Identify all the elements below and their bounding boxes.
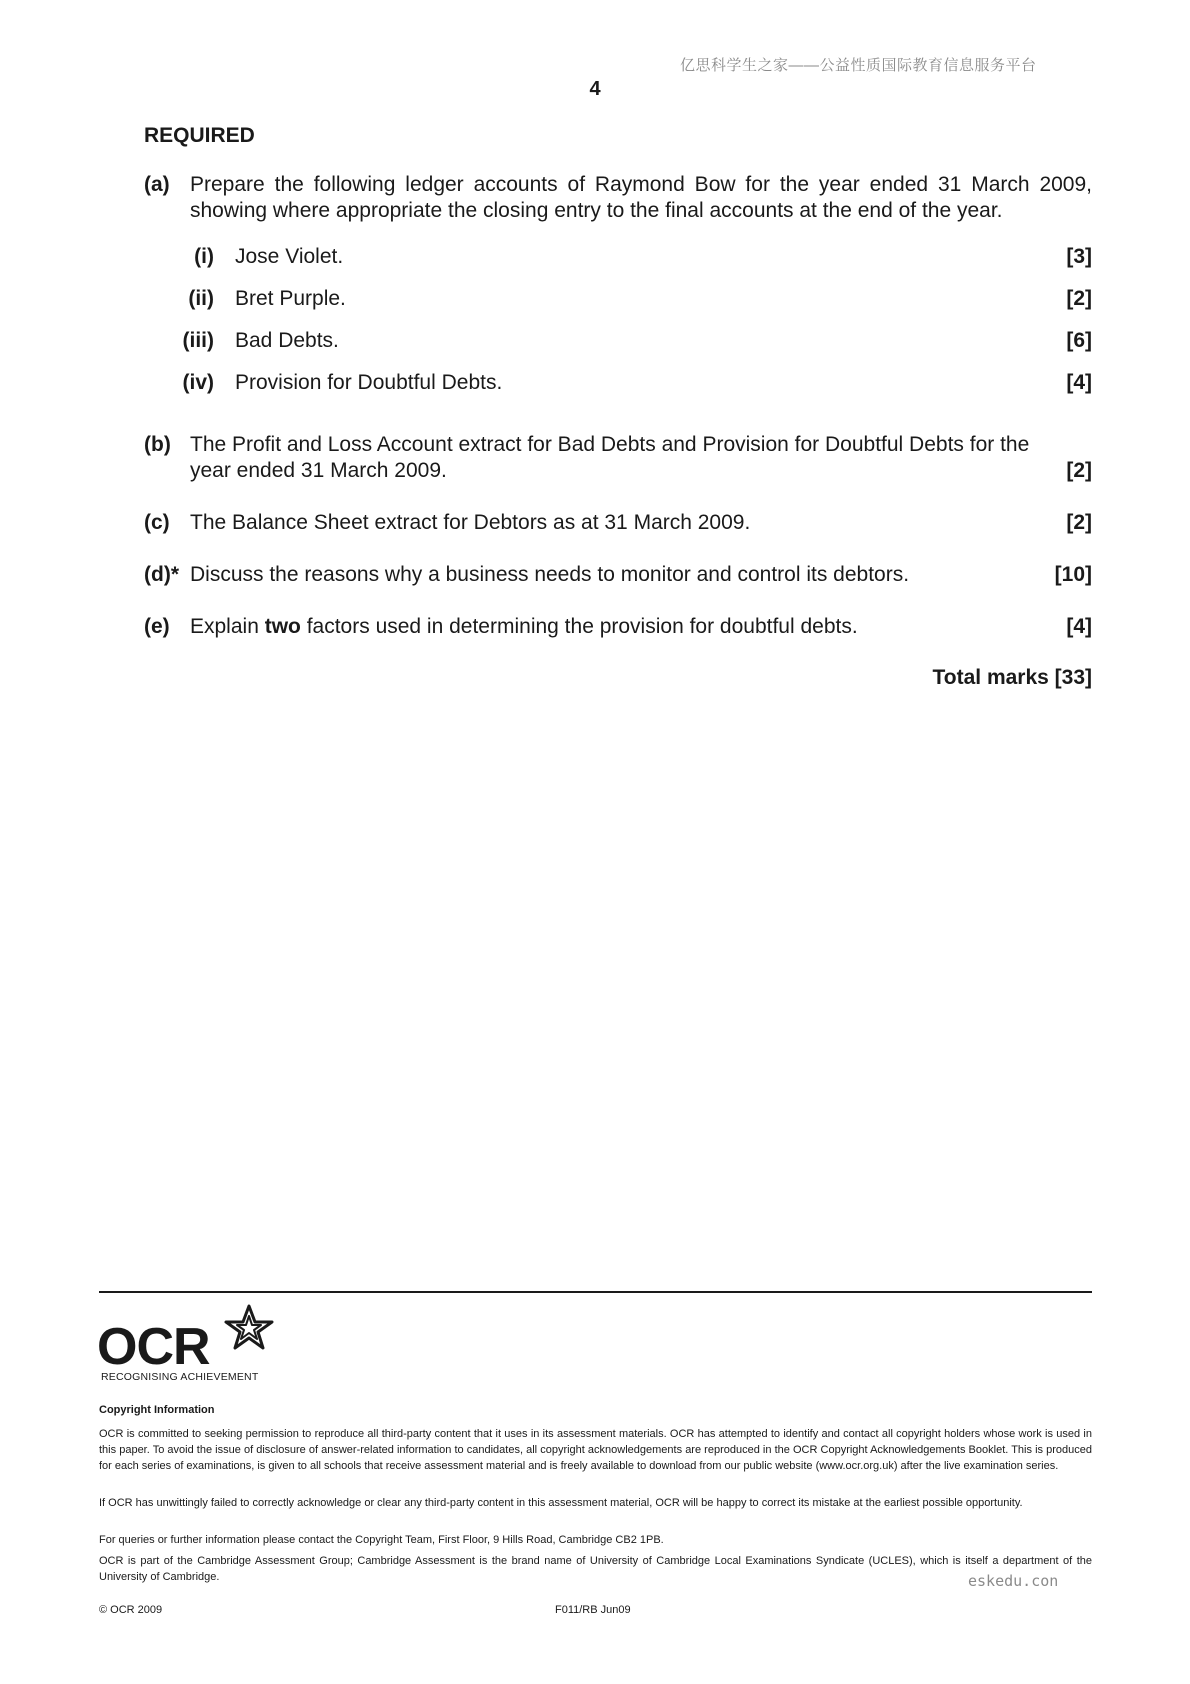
part-marks: [3]: [1066, 245, 1092, 268]
logo-wordmark: OCR: [97, 1318, 210, 1376]
total-marks: Total marks [33]: [932, 666, 1092, 689]
question-text: Prepare the following ledger accounts of Raymond Bow for the year ended 31 March 2009, showing where appropriate the closing entry to the final accounts at the end of the year.: [190, 173, 1092, 222]
watermark-top: 亿思科学生之家——公益性质国际教育信息服务平台: [680, 57, 1037, 74]
part-label: (i): [194, 245, 214, 268]
watermark-bottom: eskedu.con: [968, 1572, 1059, 1590]
question-label: (e): [144, 615, 170, 638]
question-label: (a): [144, 173, 170, 196]
part-text: Jose Violet.: [235, 245, 344, 268]
part-text: Provision for Doubtful Debts.: [235, 371, 503, 394]
question-label: (c): [144, 511, 170, 534]
question-text: [190, 614, 1092, 640]
part-label: (iii): [182, 329, 214, 352]
question-label: (d)*: [144, 563, 179, 586]
copyright-heading: Copyright Information: [99, 1404, 215, 1416]
text-after: factors used in determining the provision for doubtful debts.: [300, 615, 858, 638]
part-marks: [6]: [1066, 329, 1092, 352]
part-marks: [2]: [1066, 287, 1092, 310]
question-text: Discuss the reasons why a business needs to monitor and control its debtors.: [190, 563, 910, 586]
copyright-paragraph-4: OCR is part of the Cambridge Assessment Group; Cambridge Assessment is the brand name of University of Cambridge Local Examinations Syndicate (UCLES), which is itself a department of the University of Cambridge.: [99, 1555, 1092, 1583]
question-marks: [2]: [1066, 459, 1092, 482]
copyright-paragraph-3: For queries or further information please contact the Copyright Team, First Floor, 9 Hills Road, Cambridge CB2 1PB.: [99, 1534, 664, 1546]
text-before: Explain: [190, 615, 265, 638]
text-emphasis: two: [264, 615, 301, 638]
part-marks: [4]: [1066, 371, 1092, 394]
page-number: 4: [589, 78, 601, 100]
copyright-paragraph-1: OCR is committed to seeking permission to reproduce all third-party content that it uses in its assessment materials. OCR has attempted to identify and contact all copyright holders whose work is used in this paper. To avoid the issue of disclosure of answer-related information to candidates, all copyright acknowledgements are reproduced in the OCR Copyright Acknowledgements Booklet. This is produced for each series of examinations, is given to all schools that receive assessment material and is freely available to download from our public website (www.ocr.org.uk) after the live examination series.: [99, 1428, 1092, 1472]
part-label: (iv): [182, 371, 214, 394]
copyright-paragraph-2: If OCR has unwittingly failed to correctly acknowledge or clear any third-party content in this assessment material, OCR will be happy to correct its mistake at the earliest possible opportunity.: [99, 1497, 1023, 1509]
question-label: (b): [144, 433, 171, 456]
question-marks: [2]: [1066, 511, 1092, 534]
part-text: Bad Debts.: [235, 329, 339, 352]
footer-paper-code: F011/RB Jun09: [555, 1604, 631, 1616]
question-text: The Balance Sheet extract for Debtors as at 31 March 2009.: [190, 511, 751, 534]
logo-tagline: RECOGNISING ACHIEVEMENT: [101, 1371, 259, 1383]
part-label: (ii): [188, 287, 214, 310]
star-logo-icon: [226, 1306, 272, 1348]
footer-copyright: © OCR 2009: [99, 1604, 163, 1616]
question-marks: [10]: [1054, 563, 1092, 586]
part-text: Bret Purple.: [235, 287, 346, 310]
section-heading: REQUIRED: [144, 124, 255, 147]
question-marks: [4]: [1066, 615, 1092, 638]
question-text: The Profit and Loss Account extract for Bad Debts and Provision for Doubtful Debts for the year ended 31 March 2009.: [190, 433, 1030, 482]
divider: [99, 1291, 1092, 1293]
